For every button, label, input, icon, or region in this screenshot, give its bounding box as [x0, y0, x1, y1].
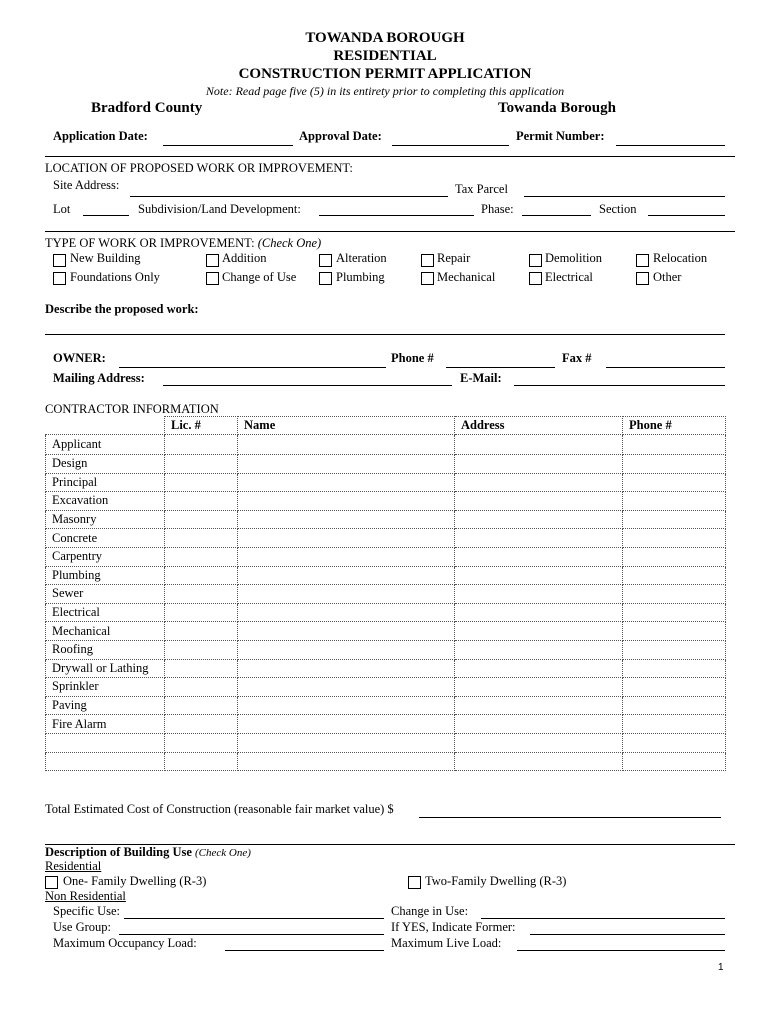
checkbox-two-family[interactable] [408, 876, 421, 889]
page-number: 1 [718, 962, 724, 973]
table-row [46, 603, 726, 622]
county-name: Bradford County [91, 100, 203, 116]
label-other: Other [653, 270, 682, 284]
cell[interactable] [623, 529, 726, 548]
if-yes-former-label: If YES, Indicate Former: [391, 920, 516, 934]
cell[interactable] [238, 640, 455, 659]
table-row [46, 640, 726, 659]
checkbox-mechanical[interactable] [421, 272, 434, 285]
cell[interactable] [455, 752, 623, 771]
cell[interactable] [238, 547, 455, 566]
label-mechanical: Mechanical [437, 270, 496, 284]
label-one-family: One- Family Dwelling (R-3) [63, 874, 207, 888]
cell[interactable] [623, 696, 726, 715]
table-row [46, 659, 726, 678]
cell[interactable] [165, 529, 238, 548]
building-use-check-one: (Check One) [195, 847, 251, 859]
row-label: Masonry [46, 510, 165, 529]
if-yes-former-field[interactable] [530, 934, 725, 935]
table-row [46, 473, 726, 492]
max-occupancy-field[interactable] [225, 950, 384, 951]
checkbox-foundations-only[interactable] [53, 272, 66, 285]
cell[interactable] [165, 678, 238, 697]
table-row [46, 585, 726, 604]
use-group-field[interactable] [119, 934, 384, 935]
row-label: Paving [46, 696, 165, 715]
cell[interactable] [455, 529, 623, 548]
row-label[interactable] [46, 752, 165, 771]
residential-heading: Residential [45, 859, 102, 873]
label-foundations-only: Foundations Only [70, 270, 160, 284]
cell[interactable] [623, 566, 726, 585]
row-label: Roofing [46, 640, 165, 659]
specific-use-field[interactable] [124, 918, 384, 919]
divider [45, 231, 735, 232]
cell[interactable] [455, 640, 623, 659]
checkbox-alteration[interactable] [319, 254, 332, 267]
borough-name: Towanda Borough [498, 100, 616, 116]
cell[interactable] [623, 455, 726, 474]
checkbox-addition[interactable] [206, 254, 219, 267]
header-name: Name [238, 417, 455, 435]
cell[interactable] [165, 659, 238, 678]
cell[interactable] [238, 566, 455, 585]
phase-field[interactable] [522, 215, 591, 216]
cell[interactable] [455, 696, 623, 715]
checkbox-demolition[interactable] [529, 254, 542, 267]
table-row [46, 733, 726, 752]
table-row [46, 752, 726, 771]
divider [45, 156, 735, 157]
non-residential-heading: Non Residential [45, 889, 126, 903]
checkbox-other[interactable] [636, 272, 649, 285]
use-group-label: Use Group: [53, 920, 111, 934]
cell[interactable] [455, 585, 623, 604]
cell[interactable] [165, 622, 238, 641]
row-label: Sewer [46, 585, 165, 604]
checkbox-one-family[interactable] [45, 876, 58, 889]
cell[interactable] [455, 510, 623, 529]
cell[interactable] [238, 622, 455, 641]
change-in-use-field[interactable] [481, 918, 725, 919]
row-label: Sprinkler [46, 678, 165, 697]
cell[interactable] [238, 585, 455, 604]
mailing-address-field[interactable] [163, 385, 452, 386]
cell[interactable] [455, 733, 623, 752]
section-label: Section [599, 202, 637, 216]
cell[interactable] [623, 678, 726, 697]
cell[interactable] [623, 547, 726, 566]
title-line-3: CONSTRUCTION PERMIT APPLICATION [238, 66, 532, 82]
label-demolition: Demolition [545, 251, 602, 265]
cell[interactable] [165, 733, 238, 752]
row-label: Excavation [46, 492, 165, 511]
contractor-table [45, 416, 726, 771]
cell[interactable] [455, 435, 623, 455]
label-addition: Addition [222, 251, 267, 265]
header-role [46, 417, 165, 435]
cell[interactable] [165, 510, 238, 529]
cell[interactable] [238, 492, 455, 511]
cell[interactable] [238, 603, 455, 622]
row-label[interactable] [46, 733, 165, 752]
checkbox-electrical[interactable] [529, 272, 542, 285]
owner-label: OWNER: [53, 351, 106, 365]
row-label: Carpentry [46, 547, 165, 566]
work-type-check-one: (Check One) [257, 236, 322, 250]
cell[interactable] [238, 455, 455, 474]
checkbox-new-building[interactable] [53, 254, 66, 267]
row-label: Principal [46, 473, 165, 492]
title-line-2: RESIDENTIAL [333, 48, 437, 64]
building-use-heading-text: Description of Building Use [45, 845, 192, 859]
table-row [46, 529, 726, 548]
row-label: Mechanical [46, 622, 165, 641]
cell[interactable] [165, 715, 238, 734]
cell[interactable] [455, 659, 623, 678]
label-new-building: New Building [70, 251, 141, 265]
table-row [46, 622, 726, 641]
permit-number-field[interactable] [616, 145, 725, 146]
cell[interactable] [623, 715, 726, 734]
checkbox-relocation[interactable] [636, 254, 649, 267]
table-row [46, 566, 726, 585]
cell[interactable] [623, 435, 726, 455]
cell[interactable] [623, 510, 726, 529]
mailing-address-label: Mailing Address: [53, 371, 145, 385]
change-in-use-label: Change in Use: [391, 904, 469, 918]
cell[interactable] [455, 678, 623, 697]
application-date-field[interactable] [163, 145, 293, 146]
row-label: Applicant [46, 435, 165, 455]
cell[interactable] [623, 659, 726, 678]
cell[interactable] [165, 455, 238, 474]
tax-parcel-label: Tax Parcel [455, 182, 508, 196]
cell[interactable] [238, 696, 455, 715]
header-note: Note: Read page five (5) in its entirety prior to completing this application [205, 84, 565, 98]
location-heading: LOCATION OF PROPOSED WORK OR IMPROVEMENT: [45, 161, 353, 175]
cell[interactable] [165, 473, 238, 492]
contractor-heading: CONTRACTOR INFORMATION [45, 402, 219, 416]
subdivision-field[interactable] [319, 215, 474, 216]
header-lic: Lic. # [165, 417, 238, 435]
subdivision-label: Subdivision/Land Development: [138, 202, 301, 216]
cell[interactable] [165, 752, 238, 771]
cell[interactable] [165, 585, 238, 604]
lot-label: Lot [53, 202, 71, 216]
label-change-of-use: Change of Use [222, 270, 297, 284]
table-row [46, 510, 726, 529]
cell[interactable] [238, 473, 455, 492]
label-relocation: Relocation [653, 251, 708, 265]
cell[interactable] [623, 622, 726, 641]
email-field[interactable] [514, 385, 725, 386]
label-electrical: Electrical [545, 270, 593, 284]
cell[interactable] [623, 603, 726, 622]
cell[interactable] [455, 473, 623, 492]
section-field[interactable] [648, 215, 725, 216]
cell[interactable] [455, 547, 623, 566]
row-label: Concrete [46, 529, 165, 548]
max-occupancy-label: Maximum Occupancy Load: [53, 936, 197, 950]
cell[interactable] [165, 640, 238, 659]
total-cost-label: Total Estimated Cost of Construction (reasonable fair market value) $ [45, 802, 394, 816]
fax-field[interactable] [606, 367, 725, 368]
checkbox-change-of-use[interactable] [206, 272, 219, 285]
work-type-heading [45, 236, 321, 251]
header-phone: Phone # [623, 417, 726, 435]
application-date-label: Application Date: [53, 129, 148, 143]
table-row [46, 678, 726, 697]
table-header-row [46, 417, 726, 435]
total-cost-field[interactable] [419, 817, 721, 818]
cell[interactable] [238, 752, 455, 771]
label-plumbing: Plumbing [336, 270, 385, 284]
cell[interactable] [455, 622, 623, 641]
approval-date-label: Approval Date: [299, 129, 382, 143]
cell[interactable] [165, 547, 238, 566]
table-row [46, 435, 726, 455]
lot-field[interactable] [83, 215, 129, 216]
cell[interactable] [455, 715, 623, 734]
owner-field[interactable] [119, 367, 386, 368]
cell[interactable] [165, 696, 238, 715]
max-live-load-label: Maximum Live Load: [391, 936, 502, 950]
specific-use-label: Specific Use: [53, 904, 120, 918]
max-live-load-field[interactable] [517, 950, 725, 951]
cell[interactable] [455, 603, 623, 622]
permit-number-label: Permit Number: [516, 129, 605, 143]
cell[interactable] [623, 585, 726, 604]
work-type-heading-text: TYPE OF WORK OR IMPROVEMENT: [45, 236, 255, 250]
site-address-field[interactable] [130, 196, 448, 197]
describe-work-field[interactable] [45, 334, 725, 335]
cell[interactable] [238, 715, 455, 734]
tax-parcel-field[interactable] [524, 196, 725, 197]
row-label: Plumbing [46, 566, 165, 585]
cell[interactable] [238, 678, 455, 697]
label-repair: Repair [437, 251, 471, 265]
row-label: Electrical [46, 603, 165, 622]
row-label: Fire Alarm [46, 715, 165, 734]
cell[interactable] [238, 510, 455, 529]
table-row [46, 715, 726, 734]
site-address-label: Site Address: [53, 178, 120, 192]
building-use-heading [45, 845, 251, 860]
title-line-1: TOWANDA BOROUGH [305, 30, 465, 46]
cell[interactable] [238, 529, 455, 548]
table-row [46, 455, 726, 474]
cell[interactable] [623, 733, 726, 752]
describe-work-label: Describe the proposed work: [45, 302, 199, 316]
phone-label: Phone # [391, 351, 434, 365]
cell[interactable] [165, 603, 238, 622]
email-label: E-Mail: [460, 371, 502, 385]
table-row [46, 547, 726, 566]
cell[interactable] [238, 659, 455, 678]
cell[interactable] [238, 733, 455, 752]
table-row [46, 492, 726, 511]
phase-label: Phase: [481, 202, 514, 216]
phone-field[interactable] [446, 367, 555, 368]
checkbox-plumbing[interactable] [319, 272, 332, 285]
cell[interactable] [455, 455, 623, 474]
row-label: Design [46, 455, 165, 474]
cell[interactable] [165, 435, 238, 455]
fax-label: Fax # [562, 351, 592, 365]
cell[interactable] [623, 492, 726, 511]
label-two-family: Two-Family Dwelling (R-3) [425, 874, 567, 888]
cell[interactable] [165, 492, 238, 511]
cell[interactable] [623, 473, 726, 492]
label-alteration: Alteration [336, 251, 387, 265]
row-label: Drywall or Lathing [46, 659, 165, 678]
cell[interactable] [455, 492, 623, 511]
cell[interactable] [238, 435, 455, 455]
cell[interactable] [623, 640, 726, 659]
cell[interactable] [455, 566, 623, 585]
header-address: Address [455, 417, 623, 435]
cell[interactable] [623, 752, 726, 771]
cell[interactable] [165, 566, 238, 585]
table-row [46, 696, 726, 715]
approval-date-field[interactable] [392, 145, 509, 146]
checkbox-repair[interactable] [421, 254, 434, 267]
